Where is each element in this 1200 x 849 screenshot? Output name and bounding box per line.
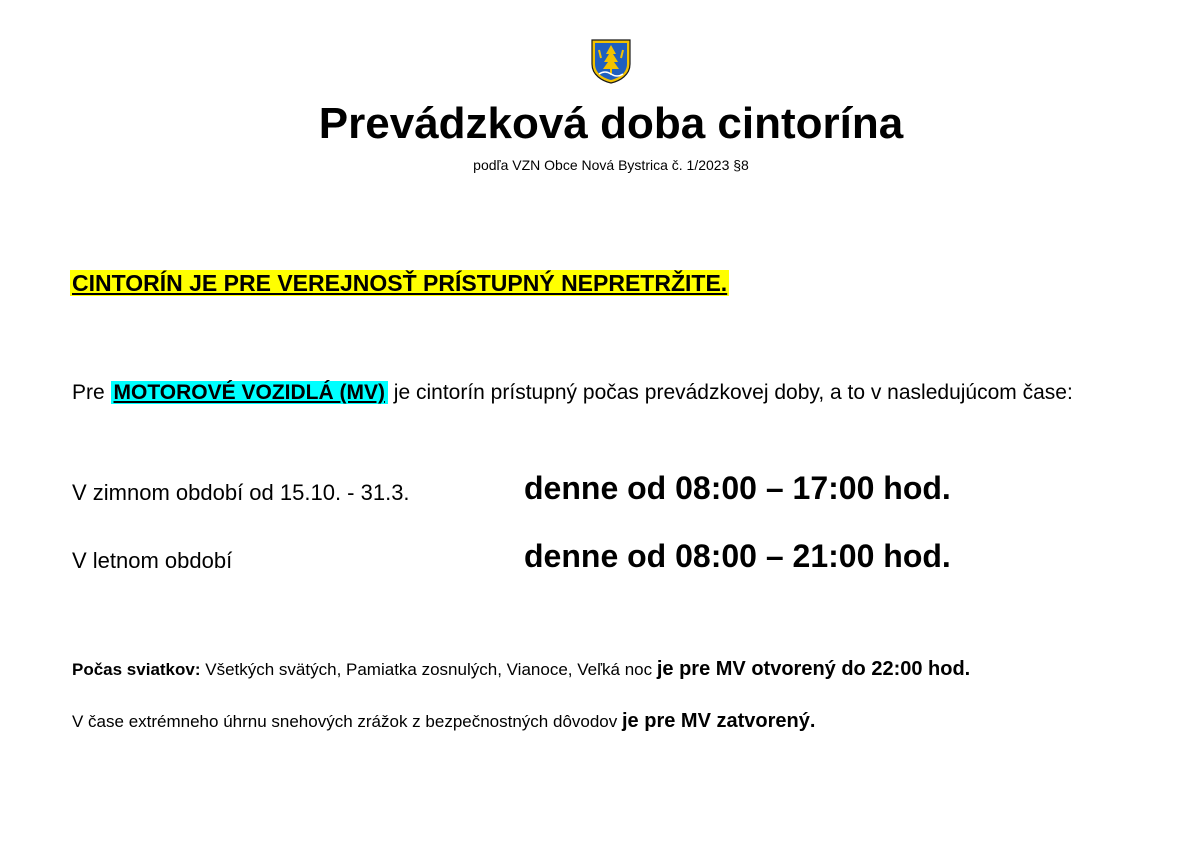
- snow-text: V čase extrémneho úhrnu snehových zrážok z bezpečnostných dôvodov: [72, 712, 622, 731]
- summer-period-hours: denne od 08:00 – 21:00 hod.: [524, 538, 951, 574]
- page-subtitle: podľa VZN Obce Nová Bystrica č. 1/2023 §8: [473, 157, 749, 173]
- intro-suffix: je cintorín prístupný počas prevádzkovej doby, a to v nasledujúcom čase:: [387, 381, 1073, 404]
- holiday-hours-note: [72, 655, 1182, 684]
- summer-period-label: V letnom období: [72, 548, 233, 573]
- motor-vehicles-highlight: MOTOROVÉ VOZIDLÁ (MV): [111, 381, 388, 404]
- holiday-list: Všetkých svätých, Pamiatka zosnulých, Vianoce, Veľká noc: [200, 660, 657, 679]
- notice-highlight: CINTORÍN JE PRE VEREJNOSŤ PRÍSTUPNÝ NEPRETRŽITE.: [72, 270, 728, 296]
- winter-period-hours: denne od 08:00 – 17:00 hod.: [524, 470, 951, 506]
- vehicle-access-intro: [72, 376, 1152, 410]
- holiday-opening: je pre MV otvorený do 22:00 hod.: [656, 658, 971, 680]
- municipal-crest: [590, 38, 632, 84]
- intro-prefix: Pre: [72, 381, 111, 404]
- public-access-notice: [70, 266, 729, 300]
- winter-period-label: V zimnom období od 15.10. - 31.3.: [72, 480, 410, 505]
- snow-closure-note: [72, 706, 1172, 737]
- page-title: Prevádzková doba cintorína: [318, 99, 904, 148]
- holiday-lead: Počas sviatkov:: [72, 660, 201, 679]
- snow-closure: je pre MV zatvorený.: [622, 710, 816, 732]
